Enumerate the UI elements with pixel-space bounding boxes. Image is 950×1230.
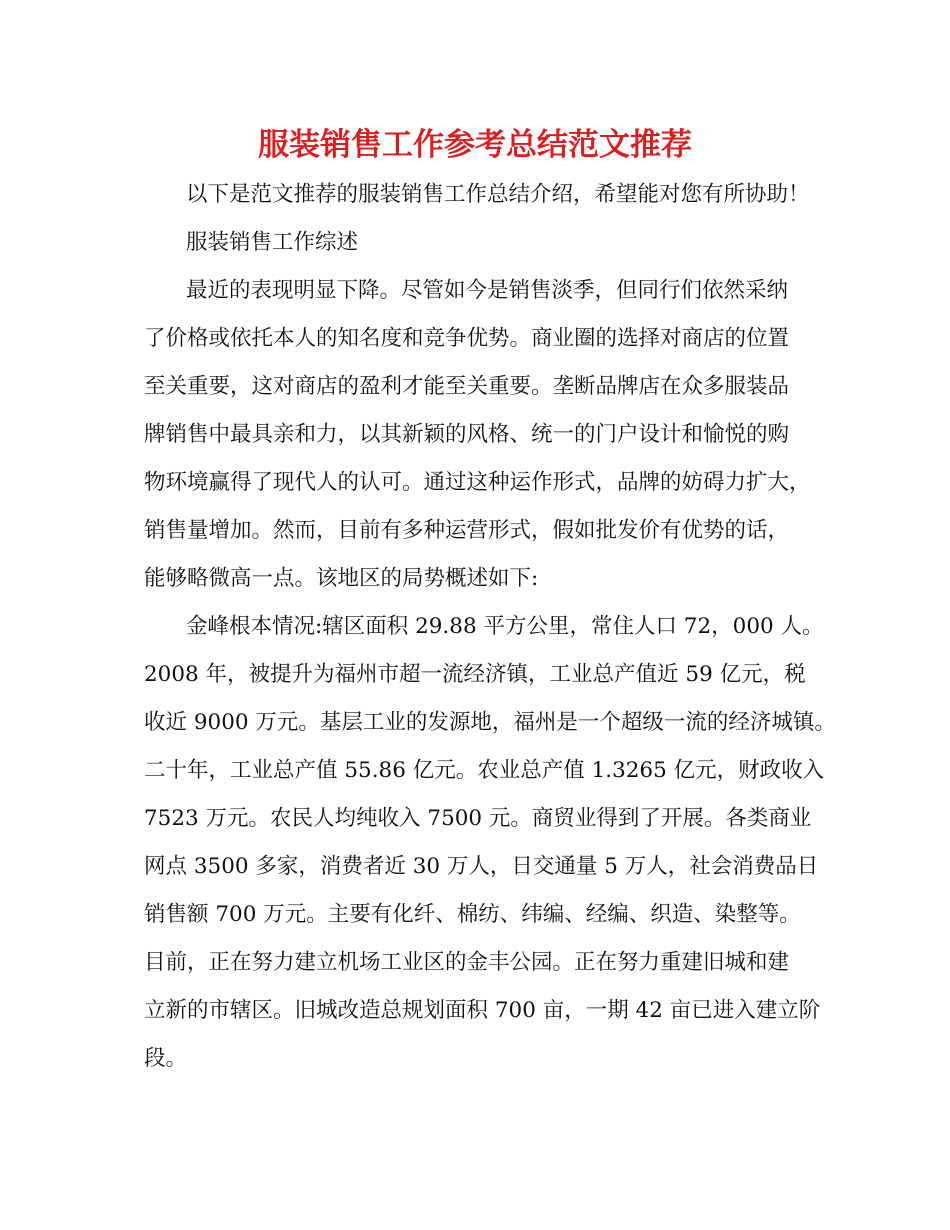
document-title: 服装销售工作参考总结范文推荐 xyxy=(258,127,692,163)
section-heading: 服装销售工作综述 xyxy=(186,230,359,255)
intro-text: 以下是范文推荐的服装销售工作总结介绍，希望能对您有所协助！ xyxy=(186,182,810,207)
paragraph-line: 能够略微高一点。该地区的局势概述如下: xyxy=(144,566,539,591)
paragraph-line: 牌销售中最具亲和力，以其新颖的风格、统一的门户设计和愉悦的购 xyxy=(144,422,790,447)
paragraph-line: 2008 年，被提升为福州市超一流经济镇，工业总产值近 59 亿元，税 xyxy=(144,662,806,687)
paragraph-line: 7523 万元。农民人均纯收入 7500 元。商贸业得到了开展。各类商业 xyxy=(144,806,812,831)
paragraph-line: 销售额 700 万元。主要有化纤、棉纺、纬编、经编、织造、染整等。 xyxy=(144,902,801,927)
paragraph-line: 金峰根本情况:辖区面积 29.88 平方公里，常住人口 72，000 人。 xyxy=(186,614,824,639)
paragraph-line: 最近的表现明显下降。尽管如今是销售淡季，但同行们依然采纳 xyxy=(186,278,789,303)
paragraph-line: 网点 3500 多家，消费者近 30 万人，日交通量 5 万人，社会消费品日 xyxy=(144,854,819,879)
paragraph-line: 二十年，工业总产值 55.86 亿元。农业总产值 1.3265 亿元，财政收入 xyxy=(144,758,825,783)
paragraph-line: 立新的市辖区。旧城改造总规划面积 700 亩，一期 42 亩已进入建立阶 xyxy=(144,998,821,1023)
paragraph-line: 收近 9000 万元。基层工业的发源地，福州是一个超级一流的经济城镇。 xyxy=(144,710,836,735)
paragraph-line: 目前，正在努力建立机场工业区的金丰公园。正在努力重建旧城和建 xyxy=(144,950,790,975)
paragraph-line: 段。 xyxy=(144,1046,188,1071)
paragraph-line: 至关重要，这对商店的盈利才能至关重要。垄断品牌店在众多服装品 xyxy=(144,374,790,399)
paragraph-line: 销售量增加。然而，目前有多种运营形式，假如批发价有优势的话， xyxy=(144,518,790,543)
paragraph-line: 了价格或依托本人的知名度和竞争优势。商业圈的选择对商店的位置 xyxy=(144,326,790,351)
paragraph-line: 物环境赢得了现代人的认可。通过这种运作形式，品牌的妨碍力扩大， xyxy=(144,470,811,495)
